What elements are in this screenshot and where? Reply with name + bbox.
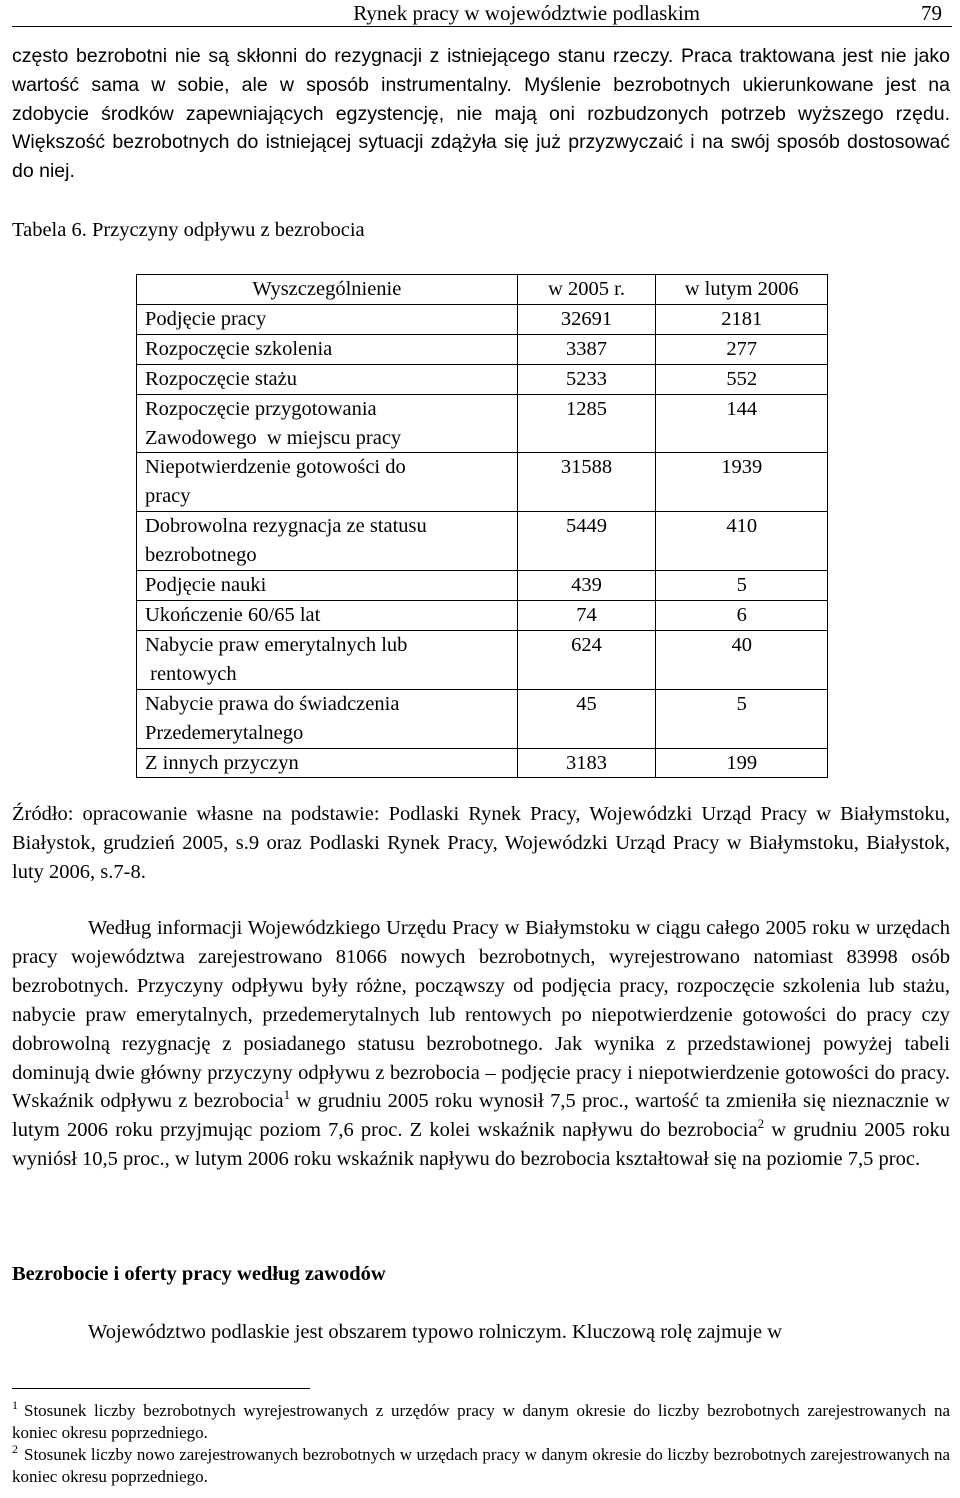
row-label-line: Przedemerytalnego <box>145 721 304 744</box>
value-feb-2006: 410 <box>656 512 828 571</box>
page-number: 79 <box>921 1 942 25</box>
value-feb-2006: 40 <box>656 630 828 689</box>
value-2005: 5449 <box>517 512 656 571</box>
row-label-line: Niepotwierdzenie gotowości do <box>145 456 406 479</box>
value-feb-2006: 552 <box>656 364 828 394</box>
section-heading: Bezrobocie i oferty pracy według zawodów <box>12 1263 386 1285</box>
column-header: Wyszczególnienie <box>137 275 518 305</box>
value-feb-2006: 199 <box>656 748 828 778</box>
footnote-mark: 2 <box>12 1442 18 1457</box>
footnote-ref-1: 1 <box>283 1086 291 1102</box>
table-row <box>137 334 828 364</box>
table-row <box>137 600 828 630</box>
value-feb-2006: 2181 <box>656 304 828 334</box>
row-label-line: Nabycie prawa do świadczenia <box>145 692 400 715</box>
value-feb-2006: 6 <box>656 600 828 630</box>
row-label <box>137 512 518 571</box>
table-row <box>137 394 828 453</box>
value-feb-2006: 144 <box>656 394 828 453</box>
footnote-divider <box>12 1388 310 1389</box>
main-paragraph-part1: Według informacji Wojewódzkiego Urzędu Pracy w Białymstoku w ciągu całego 2005 roku w urzędach pracy województwa zarejestrowano 81066 nowych bezrobotnych, wyrejestrowano natomiast 83998 osób bezrobotnych. Przyczyny odpływu były różne, począwszy od podjęcia pracy, rozpoczęcie szkolenia lub stażu, nabycie praw emerytalnych, przedemerytalnych lub rentowych po niepotwierdzenie gotowości do pracy czy dobrowolną rezygnację z posiadanego statusu bezrobotnego. Jak wynika z przedstawionej powyżej tabeli dominują dwie główny przyczyny odpływu z bezrobocia – podjęcie pracy i niepotwierdzenie gotowości do pracy. Wskaźnik odpływu z bezrobocia <box>12 917 950 1113</box>
value-2005: 32691 <box>517 304 656 334</box>
main-paragraph-part2: w grudniu 2005 roku wynosił 7,5 proc., wartość ta zmieniła się nieznacznie w lutym 2006 roku przyjmując poziom 7,6 proc. Z kolei wskaźnik napływu do bezrobocia <box>12 1090 950 1142</box>
table-caption: Tabela 6. Przyczyny odpływu z bezrobocia <box>12 219 365 241</box>
row-label <box>137 334 518 364</box>
row-label <box>137 453 518 512</box>
source-note: Źródło: opracowanie własne na podstawie: Podlaski Rynek Pracy, Wojewódzki Urząd Pracy w Białymstoku, Białystok, grudzień 2005, s.9 oraz Podlaski Rynek Pracy, Wojewódzki Urząd Pracy w Białymstoku, Białystok, luty 2006, s.7-8. <box>12 803 950 883</box>
row-label-line: rentowych <box>145 662 237 685</box>
table-row <box>137 689 828 748</box>
row-label-line: Rozpoczęcie stażu <box>145 367 297 390</box>
row-label <box>137 394 518 453</box>
value-2005: 45 <box>517 689 656 748</box>
table-row <box>137 630 828 689</box>
row-label-line: Rozpoczęcie przygotowania <box>145 397 377 420</box>
footnote-text: Stosunek liczby nowo zarejestrowanych bezrobotnych w urzędach pracy w danym okresie do liczby bezrobotnych zarejestrowanych na koniec okresu poprzedniego. <box>12 1445 950 1486</box>
row-label-line: Podjęcie pracy <box>145 307 267 330</box>
value-feb-2006: 5 <box>656 689 828 748</box>
row-label-line: bezrobotnego <box>145 544 257 567</box>
running-header <box>12 0 952 27</box>
row-label <box>137 600 518 630</box>
row-label <box>137 364 518 394</box>
value-2005: 5233 <box>517 364 656 394</box>
column-header: w 2005 r. <box>517 275 656 305</box>
row-label-line: Z innych przyczyn <box>145 751 299 774</box>
value-2005: 439 <box>517 571 656 601</box>
closing-paragraph: Województwo podlaskie jest obszarem typowo rolniczym. Kluczową rolę zajmuje w <box>88 1321 783 1343</box>
value-2005: 31588 <box>517 453 656 512</box>
value-2005: 3183 <box>517 748 656 778</box>
footnote-1 <box>12 1400 950 1444</box>
row-label-line: Podjęcie nauki <box>145 574 267 597</box>
table-row <box>137 364 828 394</box>
row-label <box>137 630 518 689</box>
intro-paragraph: często bezrobotni nie są skłonni do rezygnacji z istniejącego stanu rzeczy. Praca traktowana jest nie jako wartość sama w sobie, ale w sposób instrumentalny. Myślenie bezrobotnych ukierunkowane jest na zdobycie środków zapewniających egzystencję, nie mają oni rozbudzonych potrzeb wyższego rzędu. Większość bezrobotnych do istniejącej sytuacji zdążyła się już przyzwyczaić i na swój sposób dostosować do niej. <box>12 45 950 183</box>
row-label <box>137 571 518 601</box>
value-2005: 624 <box>517 630 656 689</box>
footnote-mark: 1 <box>12 1398 18 1413</box>
value-2005: 1285 <box>517 394 656 453</box>
row-label-line: Ukończenie 60/65 lat <box>145 603 321 626</box>
value-2005: 74 <box>517 600 656 630</box>
table-row <box>137 571 828 601</box>
table-row <box>137 304 828 334</box>
row-label-line: Nabycie praw emerytalnych lub <box>145 633 408 656</box>
main-paragraph-part3: w grudniu 2005 roku wyniósł 10,5 proc., w lutym 2006 roku wskaźnik napływu do bezrobocia kształtował się na poziomie 7,5 proc. <box>12 1119 951 1171</box>
table-row <box>137 748 828 778</box>
table-row <box>137 453 828 512</box>
footnote-ref-2: 2 <box>757 1115 765 1131</box>
value-feb-2006: 1939 <box>656 453 828 512</box>
row-label-line: pracy <box>145 485 191 508</box>
table-header-row <box>137 275 828 305</box>
row-label-line: Zawodowego w miejscu pracy <box>145 426 402 449</box>
footnote-text: Stosunek liczby bezrobotnych wyrejestrowanych z urzędów pracy w danym okresie do liczby bezrobotnych zarejestrowanych na koniec okresu poprzedniego. <box>12 1401 950 1442</box>
value-2005: 3387 <box>517 334 656 364</box>
value-feb-2006: 277 <box>656 334 828 364</box>
row-label-line: Dobrowolna rezygnacja ze statusu <box>145 515 427 538</box>
value-feb-2006: 5 <box>656 571 828 601</box>
row-label <box>137 689 518 748</box>
header-title: Rynek pracy w województwie podlaskim <box>353 1 700 25</box>
outflow-reasons-table <box>136 274 828 778</box>
main-paragraph <box>12 914 950 1174</box>
row-label-line: Rozpoczęcie szkolenia <box>145 337 333 360</box>
column-header: w lutym 2006 <box>656 275 828 305</box>
table-row <box>137 512 828 571</box>
footnote-2 <box>12 1444 950 1488</box>
row-label <box>137 748 518 778</box>
row-label <box>137 304 518 334</box>
